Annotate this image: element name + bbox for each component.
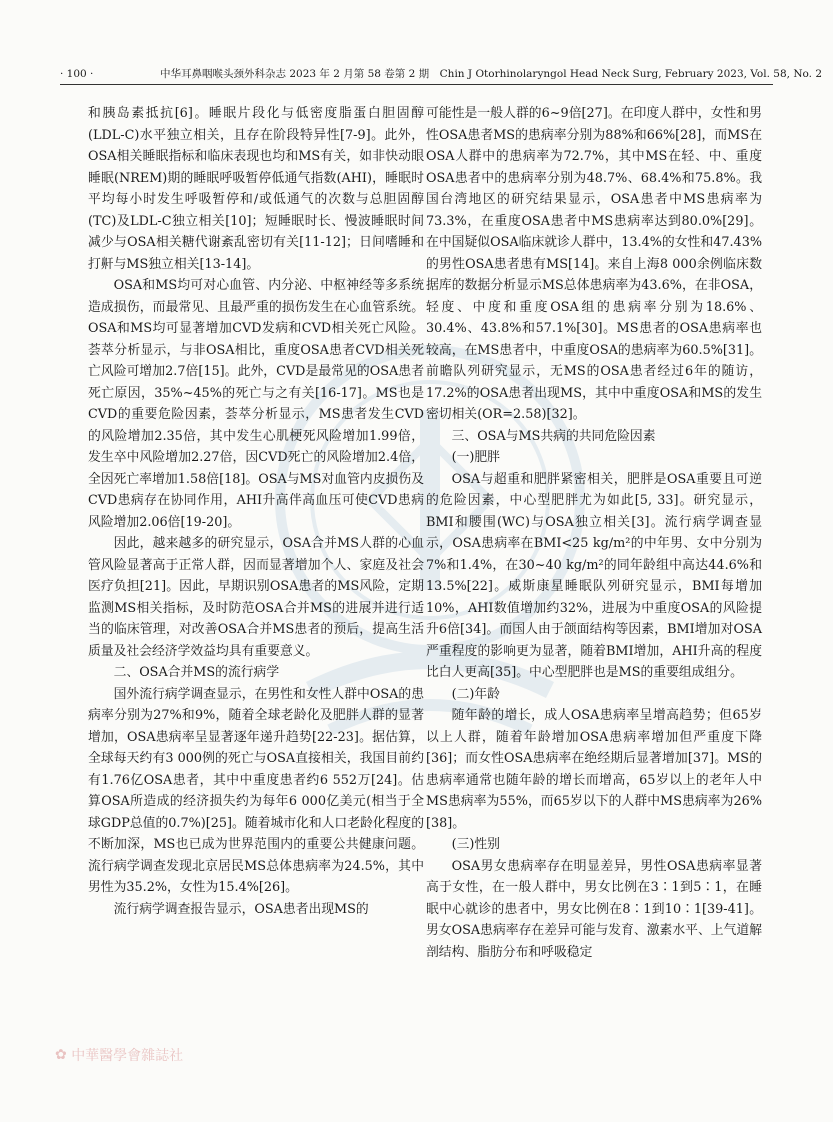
paragraph: 流行病学调查报告显示，OSA患者出现MS的 bbox=[113, 901, 369, 917]
paragraph: 因此，越来越多的研究显示，OSA合并MS人群的心血管风险显著高于正常人群，因而显著增加个人、家庭及社会医疗负担[21]。因此，早期识别OSA患者的MS风险，定期监测MS相关指标，及时防范OSA合并MS的进展并进行适当的临床管理，对改善OSA合并MS患者的预后，提高生活质量及社会经济学效益均具有重要意义。 bbox=[88, 536, 424, 659]
journal-citation: 中华耳鼻咽喉头颈外科杂志 2023 年 2 月第 58 卷第 2 期 Chin J Otorhinolaryngol Head Neck Surg, February 2023, Vol. 58, No. 2 bbox=[160, 68, 822, 80]
paragraph: 可能性是一般人群的6~9倍[27]。在印度人群中，女性和男性OSA患者MS的患病率分别为88%和66%[28]，而MS在OSA人群中的患病率为72.7%，其中MS在轻、中、重度OSA患者中的患病率分别为48.7%、68.4%和75.8%。我国台湾地区的研究结果显示，OSA患者中MS患病率为73.3%，在重度OSA患者中MS患病率达到80.0%[29]。在中国疑似OSA临床就诊人群中，13.4%的女性和47.43%的男性OSA患者患有MS[14]。来自上海8 000余例临床数据库的数据分析显示MS总体患病率为43.6%，在非OSA，轻度、中度和重度OSA组的患病率分别为18.6%、30.4%、43.8%和57.1%[30]。MS患者的OSA患病率也较高，在MS患者中，中重度OSA的患病率为60.5%[31]。前瞻队列研究显示，无MS的OSA患者经过6年的随访，17.2%的OSA患者出现MS，其中中重度OSA和MS的发生密切相关(OR=2.58)[32]。 bbox=[426, 106, 762, 422]
running-header bbox=[60, 66, 822, 85]
publisher-logo bbox=[55, 1045, 355, 1075]
section-heading: 三、OSA与MS共病的共同危险因素 bbox=[451, 428, 656, 444]
left-column bbox=[88, 103, 424, 920]
paragraph: OSA和MS均可对心血管、内分泌、中枢神经等多系统造成损伤，而最常见、且最严重的损伤发生在心血管系统。OSA和MS均可显著增加CVD发病和CVD相关死亡风险。荟萃分析显示，与非OSA相比，重度OSA患者CVD相关死亡风险可增加2.7倍[15]。此外，CVD是最常见的OSA患者死亡原因，35%~45%的死亡与之有关[16-17]。MS也是CVD的重要危险因素，荟萃分析显示，MS患者发生CVD的风险增加2.35倍，其中发生心肌梗死风险增加1.99倍，发生卒中风险增加2.27倍，因CVD死亡的风险增加2.4倍，全因死亡率增加1.58倍[18]。OSA与MS对血管内皮损伤及CVD患病存在协同作用，AHI升高伴高血压可使CVD患病风险增加2.06倍[19-20]。 bbox=[88, 278, 424, 530]
publisher-name: 中華醫學會雜誌社 bbox=[71, 1048, 184, 1064]
paragraph: 随年龄的增长，成人OSA患病率呈增高趋势；但65岁以上人群，随着年龄增加OSA患病率增加但严重度下降[36]；而女性OSA患病率在绝经期后显著增加[37]。MS的患病率通常也随年龄的增长而增高，65岁以上的老年人中MS患病率为55%，而65岁以下的人群中MS患病率为26%[38]。 bbox=[426, 708, 762, 831]
page-number: · 100 · bbox=[60, 68, 94, 80]
section-heading: 二、OSA合并MS的流行病学 bbox=[113, 665, 280, 680]
subsection-heading: (二)年龄 bbox=[451, 686, 500, 702]
paragraph: 和胰岛素抵抗[6]。睡眠片段化与低密度脂蛋白胆固醇(LDL-C)水平独立相关，且存在阶段特异性[7-9]。此外，OSA相关睡眠指标和临床表现也均和MS有关，如非快动眼睡眠(NREM)期的睡眠呼吸暂停低通气指数(AHI)，睡眠时平均每小时发生呼吸暂停和/或低通气的次数与总胆固醇(TC)及LDL-C独立相关[10]；短睡眠时长、慢波睡眠时间减少与OSA相关糖代谢紊乱密切有关[11-12]；日间嗜睡和打鼾与MS独立相关[13-14]。 bbox=[88, 106, 424, 272]
paragraph: OSA男女患病率存在明显差异，男性OSA患病率显著高于女性，在一般人群中，男女比例在3∶1到5∶1，在睡眠中心就诊的患者中，男女比例在8∶1到10∶1[39-41]。男女OSA患病率存在差异可能与发育、激素水平、上气道解剖结构、脂肪分布和呼吸稳定 bbox=[426, 858, 762, 960]
right-column bbox=[426, 103, 762, 963]
subsection-heading: (一)肥胖 bbox=[451, 450, 500, 465]
paragraph: 国外流行病学调查显示，在男性和女性人群中OSA的患病率分别为27%和9%，随着全球老龄化及肥胖人群的显著增加，OSA患病率呈显著逐年递升趋势[22-23]。据估算，全球每天约有3 000例的死亡与OSA直接相关，我国目前约有1.76亿OSA患者，其中中重度患者约6 552万[24]。估算OSA所造成的经济损失约为每年6 000亿美元(相当于全球GDP总值的0.7%)[25]。随着城市化和人口老龄化程度的不断加深，MS也已成为世界范围内的重要公共健康问题。流行病学调查发现北京居民MS总体患病率为24.5%，其中男性为35.2%，女性为15.4%[26]。 bbox=[88, 686, 425, 895]
subsection-heading: (三)性别 bbox=[451, 837, 500, 852]
paragraph: OSA与超重和肥胖紧密相关，肥胖是OSA重要且可逆的危险因素，中心型肥胖尤为如此[5, 33]。研究显示，BMI和腰围(WC)与OSA独立相关[3]。流行病学调查显示，OSA患病率在BMI<25 kg/m²的中年男、女中分别为7%和1.4%，在30~40 kg/m²的同年龄组中高达44.6%和13.5%[22]。威斯康星睡眠队列研究显示，BMI每增加10%，AHI数值增加约32%，进展为中重度OSA的风险提升6倍[34]。而国人由于颌面结构等因素，BMI增加对OSA严重程度的影响更为显著，随着BMI增加，AHI升高的程度比白人更高[35]。中心型肥胖也是MS的重要组成组分。 bbox=[426, 471, 762, 680]
flower-logo-icon: ✿ bbox=[55, 1047, 67, 1063]
